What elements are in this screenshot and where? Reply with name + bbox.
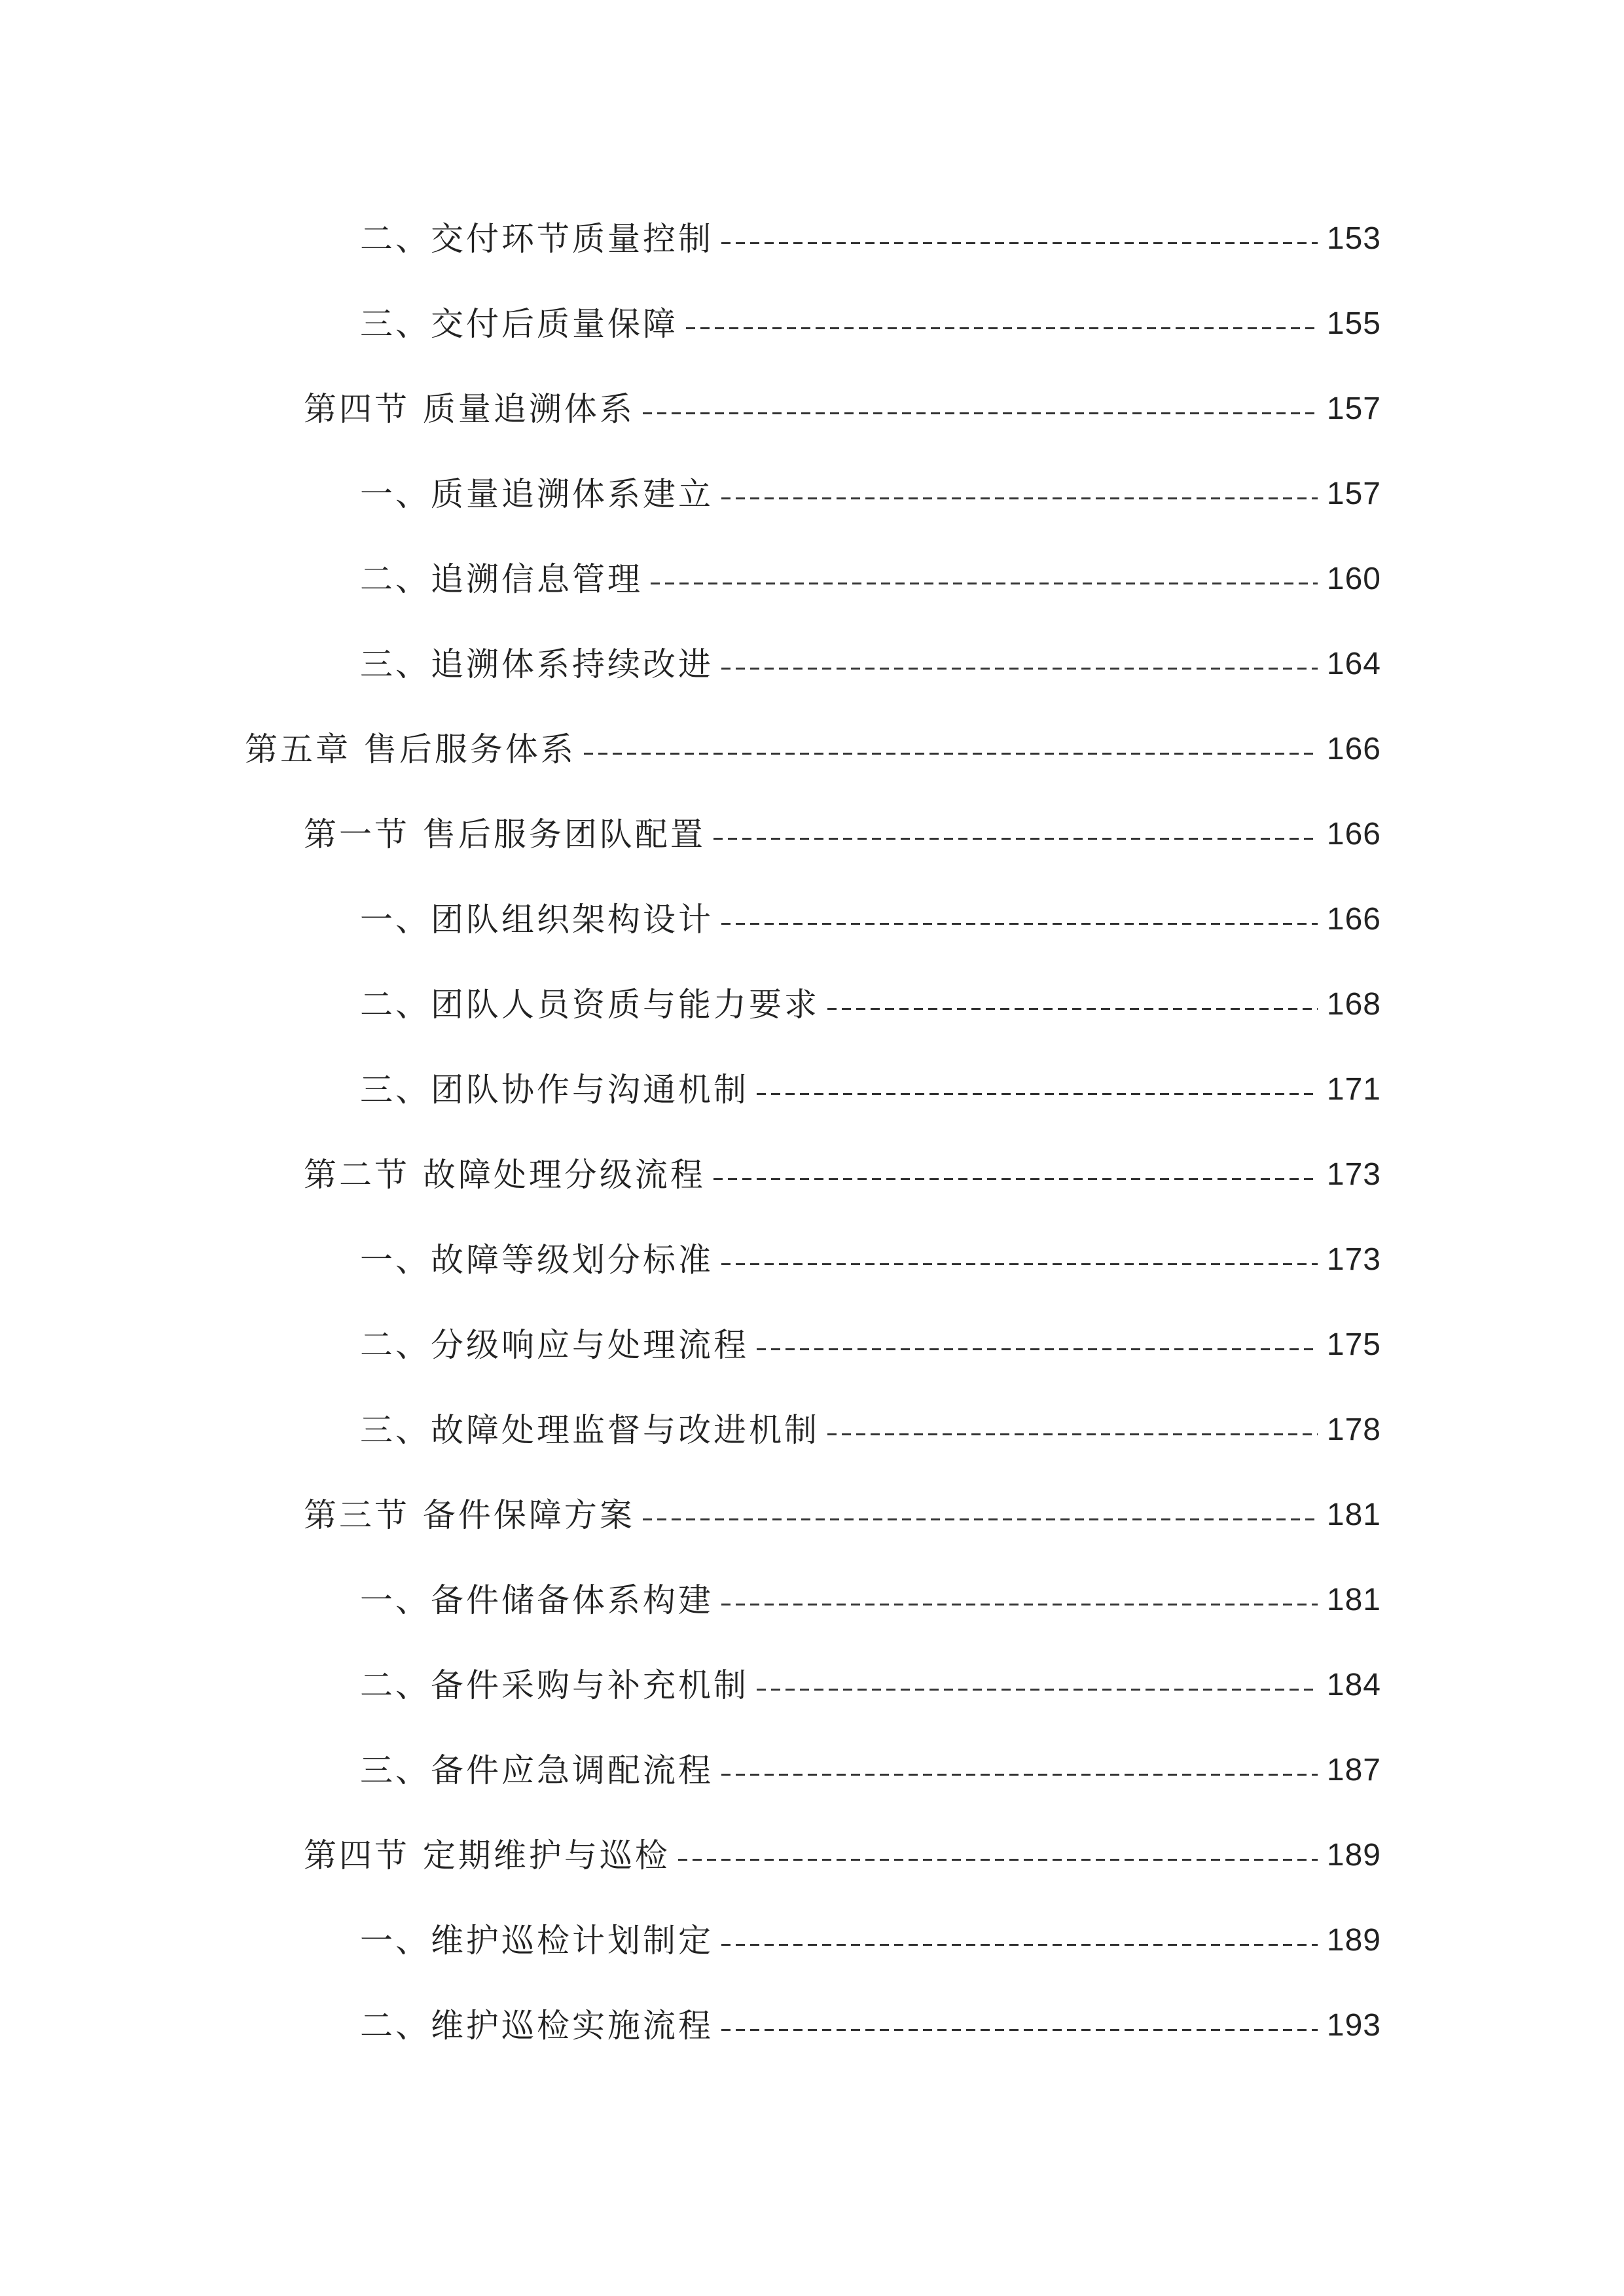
toc-entry-page: 181 [1326, 1583, 1381, 1617]
dot-leader [721, 1944, 1318, 1946]
dot-leader [713, 838, 1318, 840]
toc-entry-page: 166 [1326, 732, 1381, 766]
toc-entry-label: 第五章 售后服务体系 [245, 730, 576, 768]
toc-entry-label: 二、追溯信息管理 [360, 560, 643, 598]
toc-entry[interactable] [304, 1489, 1381, 1541]
toc-entry-page: 193 [1326, 2008, 1381, 2043]
dot-leader [721, 497, 1318, 499]
dot-leader [721, 923, 1318, 925]
toc-entry[interactable] [360, 1234, 1381, 1286]
toc-entry-label: 二、团队人员资质与能力要求 [360, 986, 820, 1024]
toc-entry-label: 二、备件采购与补充机制 [360, 1666, 749, 1704]
dot-leader [827, 1008, 1318, 1010]
toc-entry-page: 155 [1326, 306, 1381, 341]
toc-entry[interactable] [360, 1319, 1381, 1371]
toc-entry-page: 160 [1326, 562, 1381, 596]
toc-entry-page: 181 [1326, 1498, 1381, 1532]
toc-entry[interactable] [360, 1574, 1381, 1626]
toc-entry-label: 三、故障处理监督与改进机制 [360, 1411, 820, 1449]
dot-leader [643, 1518, 1318, 1520]
toc-entry-page: 166 [1326, 902, 1381, 937]
toc-entry-label: 一、故障等级划分标准 [360, 1241, 713, 1279]
toc-entry-page: 164 [1326, 647, 1381, 681]
toc-entry-label: 二、维护巡检实施流程 [360, 2007, 713, 2045]
dot-leader [721, 1604, 1318, 1605]
toc-entry[interactable] [360, 1404, 1381, 1456]
toc-entry-page: 166 [1326, 817, 1381, 852]
dot-leader [757, 1093, 1318, 1095]
toc-entry[interactable] [360, 213, 1381, 265]
toc-entry-page: 178 [1326, 1412, 1381, 1447]
dot-leader [721, 668, 1318, 670]
toc-entry-label: 二、分级响应与处理流程 [360, 1326, 749, 1364]
toc-entry[interactable] [360, 468, 1381, 520]
toc-entry[interactable] [360, 1064, 1381, 1116]
toc-entry-label: 三、追溯体系持续改进 [360, 645, 713, 683]
dot-leader [721, 2029, 1318, 2031]
dot-leader [757, 1348, 1318, 1350]
toc-entry-label: 三、团队协作与沟通机制 [360, 1071, 749, 1109]
toc-entry[interactable] [304, 383, 1381, 435]
toc-entry-page: 153 [1326, 221, 1381, 256]
toc-entry-label: 三、备件应急调配流程 [360, 1751, 713, 1789]
toc-entry-label: 一、维护巡检计划制定 [360, 1922, 713, 1960]
dot-leader [721, 242, 1318, 244]
toc-entry-page: 187 [1326, 1753, 1381, 1787]
toc-entry[interactable] [304, 808, 1381, 861]
dot-leader [721, 1774, 1318, 1776]
dot-leader [827, 1433, 1318, 1435]
toc-entry[interactable] [360, 2000, 1381, 2052]
dot-leader [643, 412, 1318, 414]
toc-entry[interactable] [304, 1829, 1381, 1882]
toc-entry-page: 184 [1326, 1668, 1381, 1702]
toc-entry[interactable] [360, 638, 1381, 691]
dot-leader [757, 1689, 1318, 1691]
toc-entry-label: 三、交付后质量保障 [360, 305, 678, 343]
toc-entry-label: 第四节 定期维护与巡检 [304, 1837, 670, 1874]
dot-leader [686, 327, 1318, 329]
toc-entry[interactable] [245, 723, 1381, 776]
toc-entry-page: 157 [1326, 391, 1381, 426]
toc-entry[interactable] [360, 893, 1381, 946]
toc-entry-page: 189 [1326, 1838, 1381, 1873]
toc-entry-page: 168 [1326, 987, 1381, 1022]
toc-entry-page: 171 [1326, 1072, 1381, 1107]
dot-leader [678, 1859, 1318, 1861]
dot-leader [713, 1178, 1318, 1180]
toc-entry[interactable] [304, 1149, 1381, 1201]
toc-entry-page: 175 [1326, 1327, 1381, 1362]
toc-entry[interactable] [360, 1914, 1381, 1967]
toc-entry[interactable] [360, 1659, 1381, 1712]
toc-entry[interactable] [360, 978, 1381, 1031]
dot-leader [584, 753, 1318, 755]
toc-entry-label: 一、质量追溯体系建立 [360, 475, 713, 513]
toc-entry-label: 第二节 故障处理分级流程 [304, 1156, 706, 1194]
toc-entry-label: 第一节 售后服务团队配置 [304, 816, 706, 853]
toc-entry[interactable] [360, 1744, 1381, 1797]
toc-entry[interactable] [360, 298, 1381, 350]
toc-entry-label: 二、交付环节质量控制 [360, 220, 713, 258]
toc-entry-label: 一、备件储备体系构建 [360, 1581, 713, 1619]
toc-entry-page: 173 [1326, 1157, 1381, 1192]
dot-leader [651, 583, 1318, 584]
toc-entry-label: 第四节 质量追溯体系 [304, 390, 635, 428]
toc-entry-label: 第三节 备件保障方案 [304, 1496, 635, 1534]
toc-entry-label: 一、团队组织架构设计 [360, 901, 713, 939]
toc-entry-page: 189 [1326, 1923, 1381, 1958]
toc-entry[interactable] [360, 553, 1381, 605]
dot-leader [721, 1263, 1318, 1265]
toc-entry-page: 157 [1326, 476, 1381, 511]
toc-entry-page: 173 [1326, 1242, 1381, 1277]
